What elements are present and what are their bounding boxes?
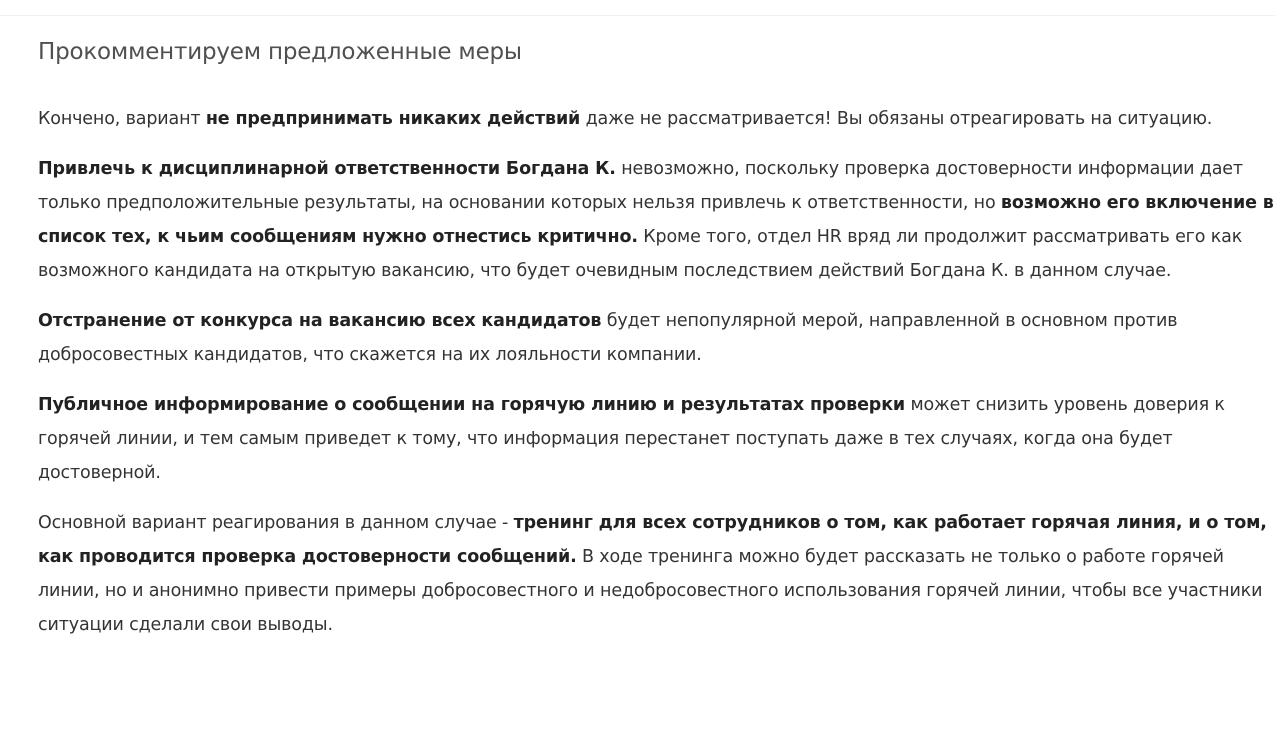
paragraph-no-action (38, 102, 1275, 136)
paragraph-text: будет непопулярной мерой, направленной в основном против добросовестных кандидатов, что скажется на их лояльности компании. (38, 311, 1178, 365)
paragraph-text: может снизить уровень доверия к горячей линии, и тем самым приведет к тому, что информация перестанет поступать даже в тех случаях, когда она будет достоверной. (38, 395, 1225, 483)
paragraph-text: Кончено, вариант (38, 109, 206, 129)
paragraph-text: невозможно, поскольку проверка достоверности информации дает только предположительные результаты, на основании которых нельзя привлечь к ответственности, но (38, 159, 1243, 213)
paragraph-training (38, 506, 1275, 642)
paragraph-text: В ходе тренинга можно будет рассказать не только о работе горячей линии, но и анонимно привести примеры добросовестного и недобросовестного использования горячей линии, чтобы все участники ситуации сделали свои выводы. (38, 547, 1263, 635)
paragraph-disciplinary (38, 152, 1275, 288)
paragraph-exclusion (38, 304, 1275, 372)
paragraph-emphasis: тренинг для всех сотрудников о том, как работает горячая линия, и о том, как проводится проверка достоверности сообщений. (38, 513, 1267, 567)
section-heading: Прокомментируем предложенные меры (38, 39, 522, 65)
paragraph-text: даже не рассматривается! Вы обязаны отреагировать на ситуацию. (580, 109, 1213, 129)
article-content (38, 30, 1275, 642)
paragraph-emphasis: Публичное информирование о сообщении на горячую линию и результатах проверки (38, 395, 906, 415)
paragraph-emphasis: Отстранение от конкурса на вакансию всех кандидатов (38, 311, 602, 331)
paragraph-emphasis: не предпринимать никаких действий (205, 109, 581, 129)
paragraph-text: Кроме того, отдел HR вряд ли продолжит рассматривать его как возможного кандидата на открытую вакансию, что будет очевидным последствием действий Богдана К. в данном случае. (38, 227, 1243, 281)
top-divider (0, 15, 1275, 16)
paragraph-emphasis: Привлечь к дисциплинарной ответственности Богдана К. (38, 159, 616, 179)
paragraph-public-info (38, 388, 1275, 490)
paragraph-text: Основной вариант реагирования в данном случае - (38, 513, 514, 533)
paragraph-emphasis: возможно его включение в список тех, к чьим сообщениям нужно отнестись критично. (38, 193, 1274, 247)
